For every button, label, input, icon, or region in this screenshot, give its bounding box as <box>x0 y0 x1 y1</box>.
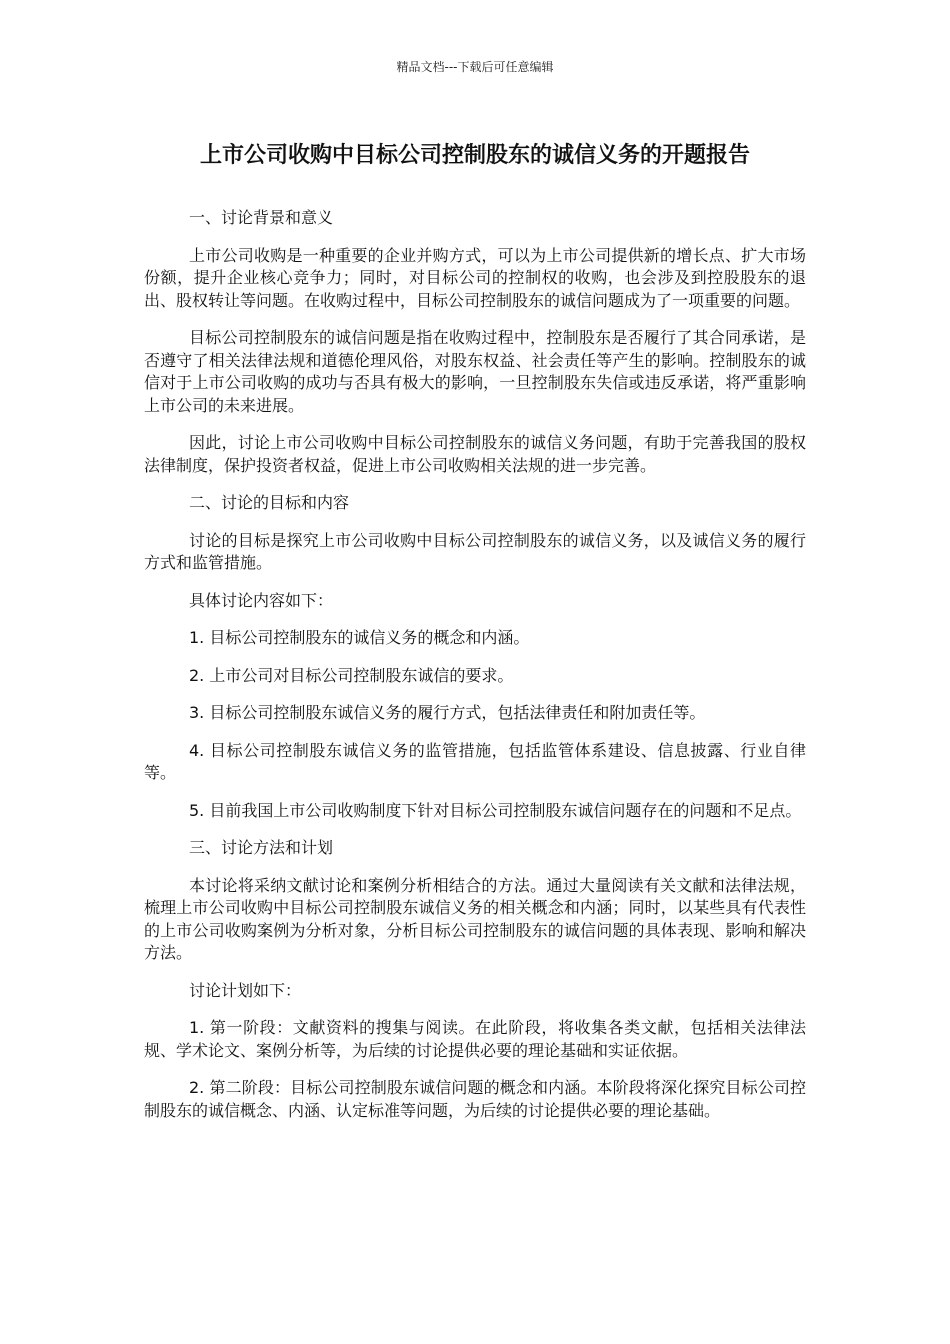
section-heading-background: 一、讨论背景和意义 <box>189 208 334 227</box>
body-paragraph: 具体讨论内容如下： <box>189 590 334 610</box>
list-item: 5. 目前我国上市公司收购制度下针对目标公司控制股东诚信问题存在的问题和不足点。 <box>189 800 802 820</box>
list-item: 1. 目标公司控制股东的诚信义务的概念和内涵。 <box>189 628 530 647</box>
section-heading-goals: 二、讨论的目标和内容 <box>189 493 350 512</box>
body-paragraph: 因此，讨论上市公司收购中目标公司控制股东的诚信义务问题，有助于完善我国的股权法律制度，保护投资者权益，促进上市公司收购相关法规的进一步完善。 <box>144 433 806 475</box>
body-paragraph: 讨论计划如下： <box>189 980 302 1000</box>
list-item: 3. 目标公司控制股东诚信义务的履行方式，包括法律责任和附加责任等。 <box>189 703 706 722</box>
document-body <box>144 207 806 1137</box>
body-paragraph: 讨论的目标是探究上市公司收购中目标公司控制股东的诚信义务，以及诚信义务的履行方式和监管措施。 <box>144 530 806 572</box>
body-paragraph: 本讨论将采纳文献讨论和案例分析相结合的方法。通过大量阅读有关文献和法律法规，梳理上市公司收购中目标公司控制股东诚信义务的相关概念和内涵；同时，以某些具有代表性的上市公司收购案例为分析对象，分析目标公司控制股东的诚信问题的具体表现、影响和解决方法。 <box>144 875 806 962</box>
document-title: 上市公司收购中目标公司控制股东的诚信义务的开题报告 <box>199 143 750 168</box>
page-header: 精品文档---下载后可任意编辑 <box>396 60 554 74</box>
list-item: 2. 第二阶段：目标公司控制股东诚信问题的概念和内涵。本阶段将深化探究目标公司控制股东的诚信概念、内涵、认定标准等问题，为后续的讨论提供必要的理论基础。 <box>144 1078 806 1120</box>
list-item: 2. 上市公司对目标公司控制股东诚信的要求。 <box>189 665 514 685</box>
body-paragraph: 上市公司收购是一种重要的企业并购方式，可以为上市公司提供新的增长点、扩大市场份额，提升企业核心竞争力；同时，对目标公司的控制权的收购，也会涉及到控股股东的退出、股权转让等问题。在收购过程中，目标公司控制股东的诚信问题成为了一项重要的问题。 <box>144 245 806 310</box>
body-paragraph: 目标公司控制股东的诚信问题是指在收购过程中，控制股东是否履行了其合同承诺，是否遵守了相关法律法规和道德伦理风俗，对股东权益、社会责任等产生的影响。控制股东的诚信对于上市公司收购的成功与否具有极大的影响，一旦控制股东失信或违反承诺，将严重影响上市公司的未来进展。 <box>144 328 806 415</box>
section-heading-methods: 三、讨论方法和计划 <box>189 838 334 857</box>
list-item: 1. 第一阶段：文献资料的搜集与阅读。在此阶段，将收集各类文献，包括相关法律法规、学术论文、案例分析等，为后续的讨论提供必要的理论基础和实证依据。 <box>144 1018 806 1060</box>
list-item: 4. 目标公司控制股东诚信义务的监管措施，包括监管体系建设、信息披露、行业自律等。 <box>144 740 806 782</box>
